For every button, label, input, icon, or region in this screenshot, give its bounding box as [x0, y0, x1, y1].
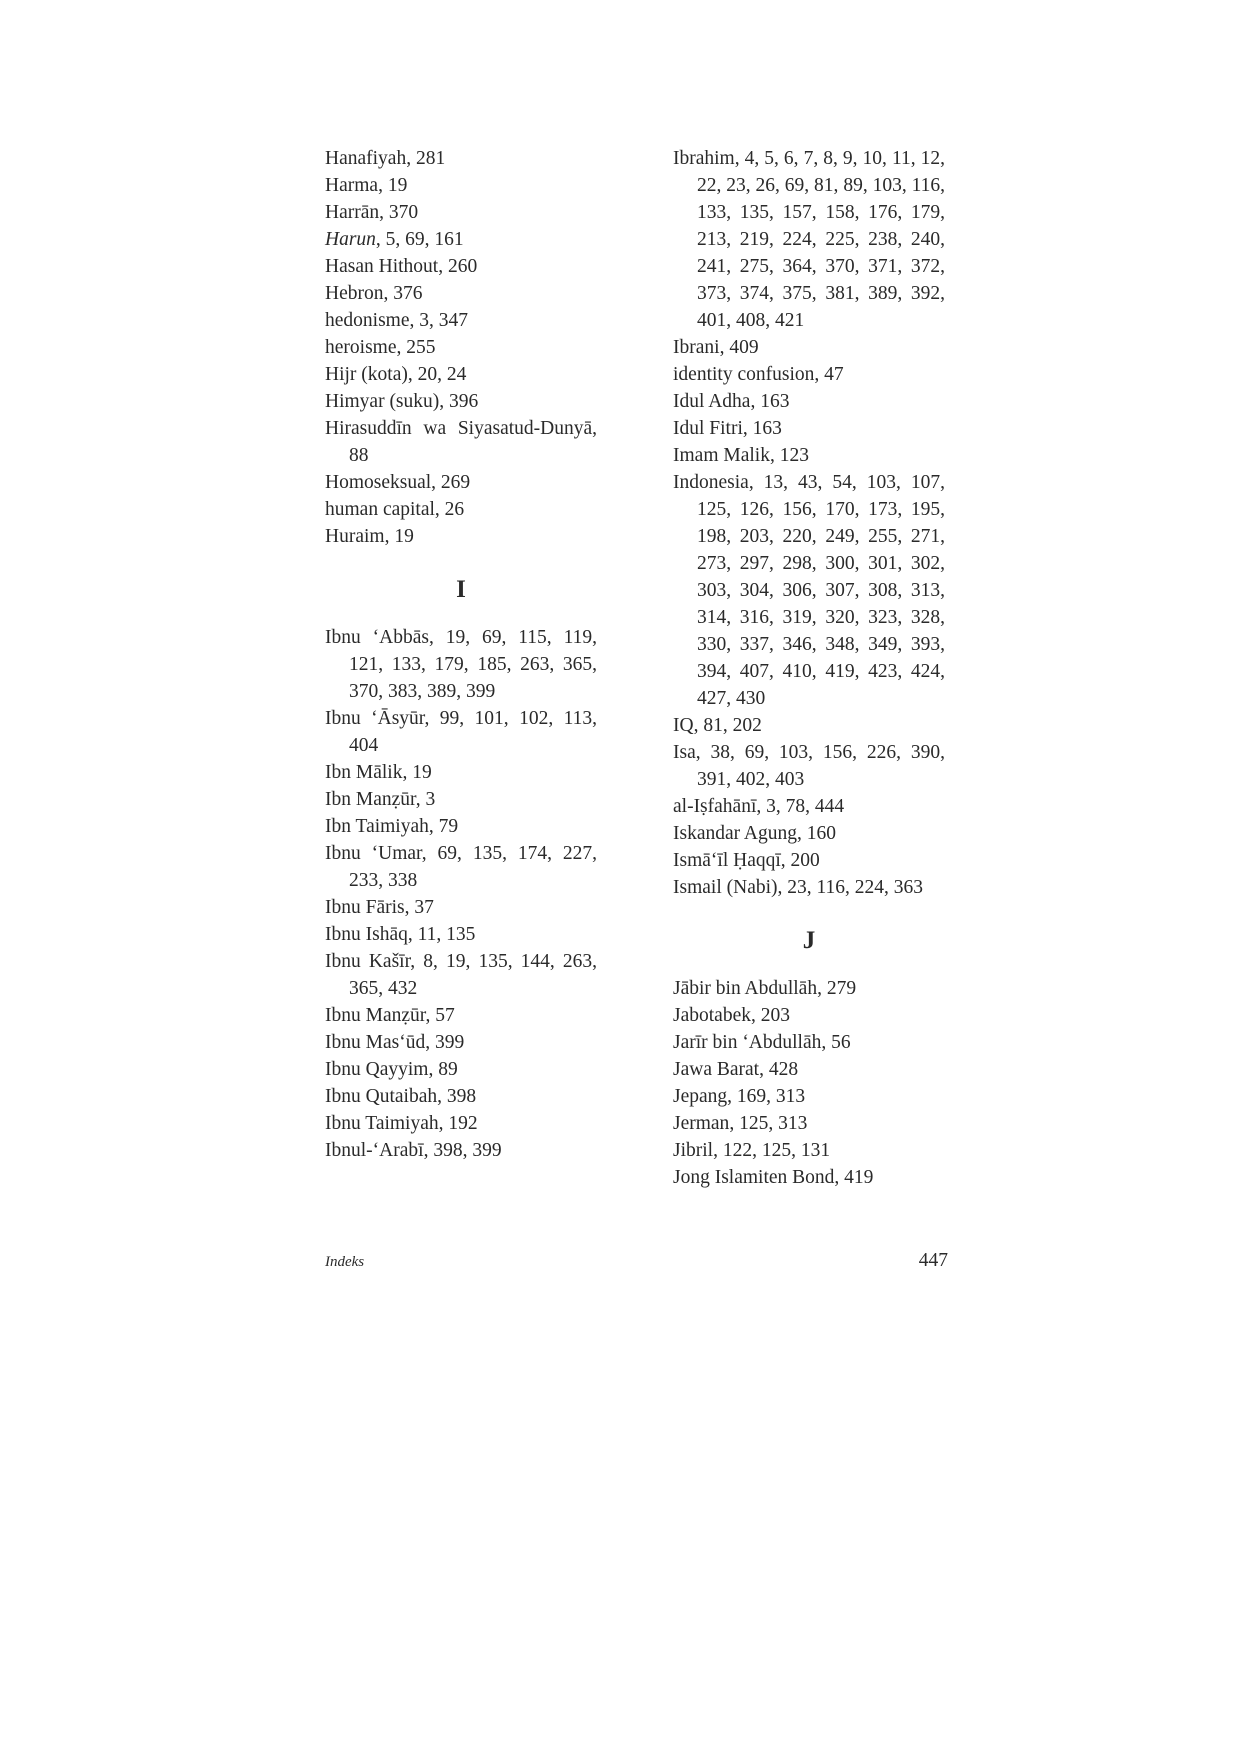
index-entry-pages: , 203	[750, 1005, 790, 1026]
index-entry-term: Jarīr bin ‘Abdullāh	[673, 1032, 822, 1053]
index-entry	[673, 1110, 945, 1137]
index-entry	[325, 840, 597, 894]
section-letter-heading: I	[456, 576, 466, 603]
index-entry-pages: , 399	[425, 1032, 465, 1053]
index-entry	[325, 145, 597, 172]
index-entry	[325, 894, 597, 921]
index-entry-term: Hanafiyah	[325, 148, 407, 169]
index-entry-pages: , 269	[431, 472, 471, 493]
index-entry-term: Hasan Hithout	[325, 256, 439, 277]
index-entry	[325, 624, 597, 705]
index-entry-term: Ibnu Qayyim	[325, 1059, 429, 1080]
index-entry-term: Ibnu ‘Āsyūr	[325, 708, 425, 729]
index-entry	[325, 759, 597, 786]
index-entry	[673, 739, 945, 793]
index-entry-term: Ibrahim	[673, 148, 735, 169]
index-entry-pages: , 19	[384, 526, 414, 547]
index-entry-term: Harun	[325, 229, 376, 250]
index-entry-term: Jerman	[673, 1113, 730, 1134]
section-letter-heading: J	[802, 927, 816, 954]
index-entry	[673, 1002, 945, 1029]
index-entry-term: Ibnu Kašīr	[325, 951, 411, 972]
page-footer	[325, 1250, 948, 1280]
index-column-right	[673, 145, 945, 1191]
index-entry-term: identity confusion	[673, 364, 815, 385]
index-entry	[673, 820, 945, 847]
index-entry-pages: , 428	[759, 1059, 799, 1080]
index-entry-term: Ibnu Taimiyah	[325, 1113, 439, 1134]
footer-label: Indeks	[325, 1254, 365, 1270]
index-entry-term: Ibnu Manẓūr	[325, 1005, 426, 1026]
index-entry	[325, 705, 597, 759]
index-entry-pages: , 398, 399	[423, 1140, 502, 1161]
index-entry-term: Jong Islamiten Bond	[673, 1167, 835, 1188]
index-entry	[325, 948, 597, 1002]
index-entry-pages: , 56	[821, 1032, 851, 1053]
index-entry-term: Ismā‘īl Ḥaqqī	[673, 850, 781, 871]
index-entry-pages: , 125, 313	[729, 1113, 808, 1134]
index-entry	[673, 415, 945, 442]
index-entry-term: Huraim	[325, 526, 385, 547]
index-entry-term: Imam Malik	[673, 445, 770, 466]
index-entry-term: Ismail (Nabi)	[673, 877, 778, 898]
index-entry-term: Isa	[673, 742, 696, 763]
index-entry-term: human capital	[325, 499, 435, 520]
index-entry-term: Ibnul-‘Arabī	[325, 1140, 424, 1161]
index-entry	[325, 921, 597, 948]
index-entry-term: Jawa Barat	[673, 1059, 760, 1080]
index-entry-pages: , 255	[396, 337, 436, 358]
index-entry-pages: , 3, 347	[409, 310, 468, 331]
index-entry	[673, 442, 945, 469]
index-entry-term: Ibn Mālik	[325, 762, 403, 783]
index-entry-term: Ibnu Fāris	[325, 897, 405, 918]
index-entry	[325, 813, 597, 840]
index-entry-term: Idul Adha	[673, 391, 751, 412]
index-entry-term: Ibnu Qutaibah	[325, 1086, 438, 1107]
index-entry-pages: , 163	[742, 418, 782, 439]
index-entry	[325, 334, 597, 361]
index-entry-pages: , 89	[428, 1059, 458, 1080]
index-entry-term: Hirasuddīn wa Siyasatud-Dunyā	[325, 418, 593, 439]
index-entry-pages: , 19	[378, 175, 408, 196]
index-entry-term: Hebron	[325, 283, 384, 304]
index-entry-pages: , 123	[769, 445, 809, 466]
index-entry-pages: , 281	[406, 148, 446, 169]
index-entry-pages: , 19, 69, 115, 119, 121, 133, 179, 185, 263, 365, 370, 383, 389, 399	[349, 627, 597, 702]
index-entry-pages: , 409	[719, 337, 759, 358]
index-entry	[673, 847, 945, 874]
index-entry-term: Harma	[325, 175, 379, 196]
index-entry-pages: , 37	[404, 897, 434, 918]
index-entry	[673, 874, 945, 901]
index-entry-term: Jepang	[673, 1086, 728, 1107]
index-entry	[325, 496, 597, 523]
page-number: 447	[918, 1250, 948, 1271]
index-entry	[325, 1002, 597, 1029]
index-entry-pages: , 99, 101, 102, 113, 404	[349, 708, 597, 756]
index-entry	[325, 388, 597, 415]
index-entry	[325, 1029, 597, 1056]
index-entry-pages: , 4, 5, 6, 7, 8, 9, 10, 11, 12, 22, 23, 26, 69, 81, 89, 103, 116, 133, 135, 157, 158, 176, 179, 213, 219, 224, 225, 238, 240, 241, 275, 364, 370, 371, 372, 373, 374, 375, 381, 389, 392, 401, 408, 421	[697, 148, 945, 331]
index-entry-term: Himyar (suku)	[325, 391, 440, 412]
index-entry	[673, 975, 945, 1002]
index-entry	[325, 199, 597, 226]
index-entry-pages: , 38, 69, 103, 156, 226, 390, 391, 402, 403	[695, 742, 945, 790]
index-entry-term: Harrān	[325, 202, 380, 223]
index-entry-term: Jābir bin Abdullāh	[673, 978, 818, 999]
index-entry-term: Homoseksual	[325, 472, 432, 493]
index-entry-term: Ibrani	[673, 337, 720, 358]
index-entry	[325, 1056, 597, 1083]
index-entry-pages: , 19	[402, 762, 432, 783]
index-entry-pages: , 3, 78, 444	[756, 796, 845, 817]
index-entry-pages: , 169, 313	[727, 1086, 806, 1107]
index-entry-pages: , 20, 24	[407, 364, 467, 385]
index-entry-pages: , 47	[814, 364, 844, 385]
index-entry-pages: , 163	[750, 391, 790, 412]
index-entry-pages: , 26	[434, 499, 465, 520]
index-entry	[673, 334, 945, 361]
index-entry-term: Indonesia	[673, 472, 749, 493]
index-entry-term: Jibril	[673, 1140, 714, 1161]
index-entry	[673, 1083, 945, 1110]
index-entry	[325, 1137, 597, 1164]
index-entry-pages: , 370	[379, 202, 419, 223]
index-entry	[325, 172, 597, 199]
index-entry-term: Ibnu ‘Umar	[325, 843, 422, 864]
index-entry-pages: , 5, 69, 161	[375, 229, 464, 250]
index-entry-pages: , 160	[797, 823, 837, 844]
index-entry-pages: , 279	[817, 978, 857, 999]
index-entry-term: Ibnu ‘Abbās	[325, 627, 429, 648]
index-entry-pages: , 396	[439, 391, 479, 412]
index-entry-term: Ibnu Mas‘ūd	[325, 1032, 426, 1053]
index-column-left	[325, 145, 597, 1164]
index-entry-term: Ibn Taimiyah	[325, 816, 429, 837]
index-entry	[673, 469, 945, 712]
index-entry	[325, 523, 597, 550]
index-entry	[673, 1056, 945, 1083]
index-entry-pages: , 79	[428, 816, 459, 837]
index-entry-term: Ibnu Ishāq	[325, 924, 408, 945]
index-entry	[673, 361, 945, 388]
index-entry	[325, 469, 597, 496]
index-entry-term: heroisme	[325, 337, 397, 358]
index-entry	[673, 793, 945, 820]
index-entry-term: Jabotabek	[673, 1005, 751, 1026]
index-entry-pages: , 122, 125, 131	[713, 1140, 831, 1161]
index-entry	[325, 1083, 597, 1110]
index-entry-pages: , 419	[834, 1167, 874, 1188]
index-entry	[325, 226, 597, 253]
index-entry	[325, 1110, 597, 1137]
index-entry	[325, 253, 597, 280]
index-entry-term: Hijr (kota)	[325, 364, 408, 385]
index-entry-pages: , 57	[425, 1005, 455, 1026]
index-entry-pages: , 200	[780, 850, 820, 871]
index-entry-pages: , 192	[438, 1113, 478, 1134]
index-entry-pages: , 81, 202	[693, 715, 762, 736]
index-entry-pages: , 398	[437, 1086, 477, 1107]
index-entry-pages: , 376	[383, 283, 423, 304]
index-entry-term: Iskandar Agung	[673, 823, 798, 844]
index-entry-term: Ibn Manẓūr	[325, 789, 416, 810]
index-entry	[673, 388, 945, 415]
index-entry-term: hedonisme	[325, 310, 410, 331]
index-entry-pages: , 13, 43, 54, 103, 107, 125, 126, 156, 170, 173, 195, 198, 203, 220, 249, 255, 271, 273, 297, 298, 300, 301, 302, 303, 304, 306, 307, 308, 313, 314, 316, 319, 320, 323, 328, 330, 337, 346, 348, 349, 393, 394, 407, 410, 419, 423, 424, 427, 430	[697, 472, 945, 709]
index-entry	[673, 712, 945, 739]
index-entry	[325, 361, 597, 388]
index-entry-term: al-Iṣfahānī	[673, 796, 757, 817]
index-entry	[673, 145, 945, 334]
index-entry-pages: , 3	[415, 789, 436, 810]
index-entry-pages: , 8, 19, 135, 144, 263, 365, 432	[349, 951, 598, 999]
index-entry	[673, 1164, 945, 1191]
index-entry-pages: , 23, 116, 224, 363	[777, 877, 924, 898]
index-entry	[325, 786, 597, 813]
index-entry	[673, 1137, 945, 1164]
index-entry-term: IQ	[673, 715, 694, 736]
index-entry	[325, 415, 597, 469]
index-entry-pages: , 260	[438, 256, 478, 277]
index-entry	[673, 1029, 945, 1056]
index-entry-pages: , 11, 135	[407, 924, 476, 945]
index-entry	[325, 280, 597, 307]
index-entry-term: Idul Fitri	[673, 418, 743, 439]
index-entry-pages: , 69, 135, 174, 227, 233, 338	[349, 843, 598, 891]
index-entry	[325, 307, 597, 334]
index-entry-pages: , 88	[349, 418, 597, 466]
